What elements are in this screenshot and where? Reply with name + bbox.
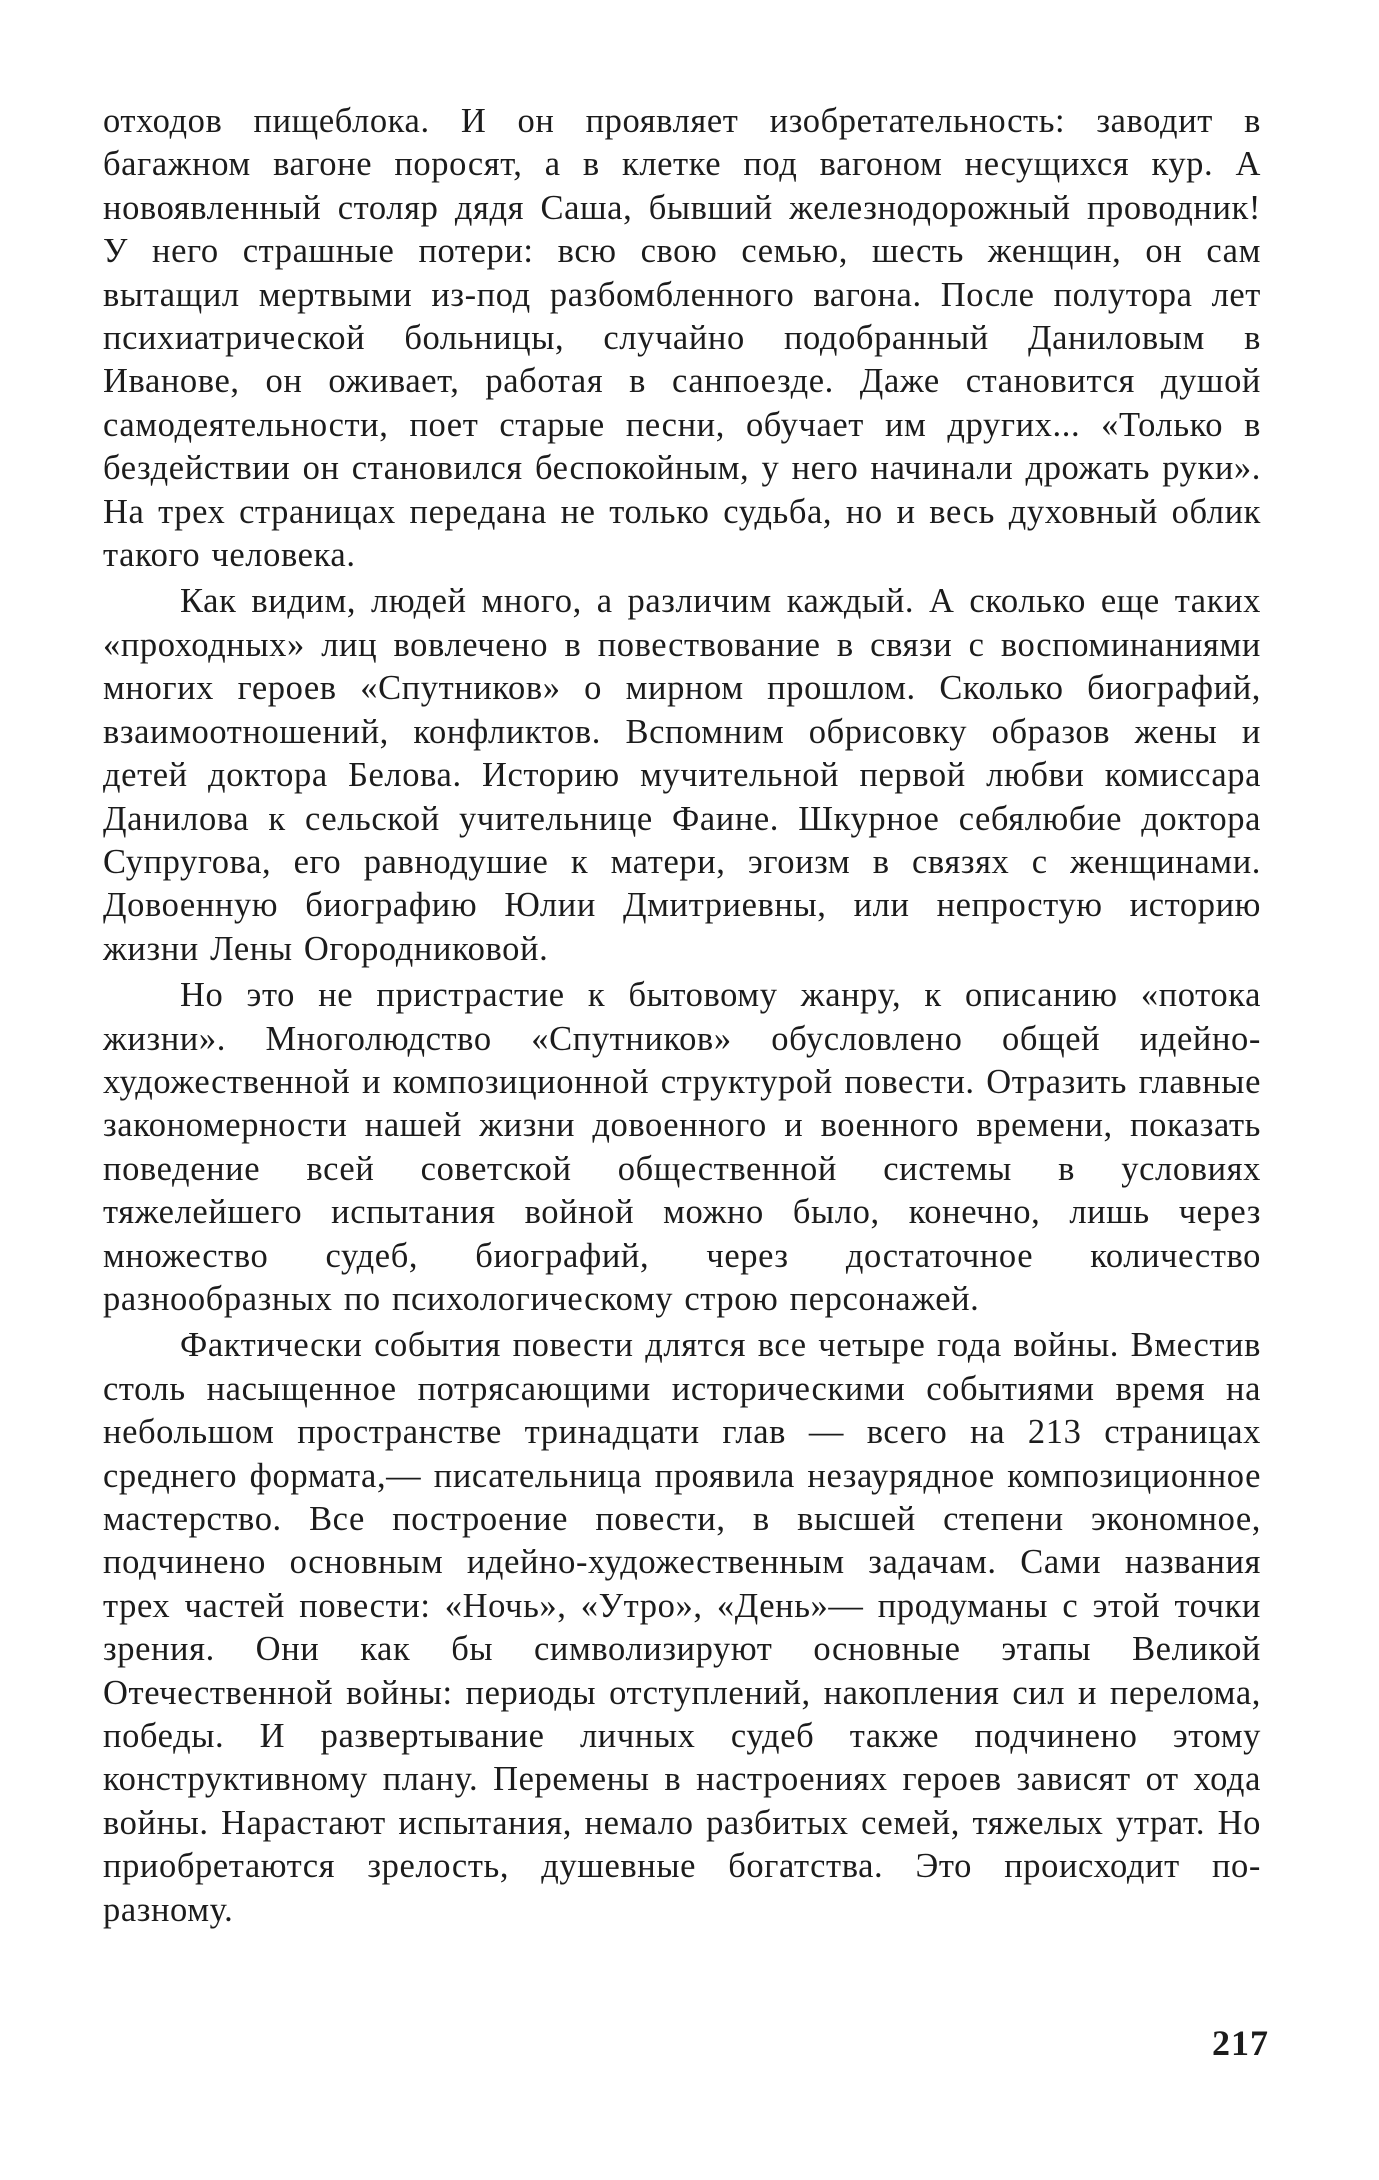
paragraph-2: Как видим, людей много, а различим каждый. А сколько еще таких «проходных» лиц вовлечено в повествование в связи с воспоминаниями многих героев «Спутников» о мирном прошлом. Сколько биографий, взаимоотношений, конфликтов. Вспомним обрисовку образов жены и детей доктора Белова. Историю мучительной первой любви комиссара Данилова к сельской учительнице Фаине. Шкурное себялюбие доктора Супругова, его равнодушие к матери, эгоизм в связях с женщинами. Довоенную биографию Юлии Дмитриевны, или непростую историю жизни Лены Огородниковой. [103, 582, 1261, 968]
paragraph-4: Фактически события повести длятся все четыре года войны. Вместив столь насыщенное потрясающими историческими событиями время на небольшом пространстве тринадцати глав — всего на 213 страницах среднего формата,— писательница проявила незаурядное композиционное мастерство. Все построение повести, в высшей степени экономное, подчинено основным идейно-художественным задачам. Сами названия трех частей повести: «Ночь», «Утро», «День»— продуманы с этой точки зрения. Они как бы символизируют основные этапы Великой Отечественной войны: периоды отступлений, накопления сил и перелома, победы. И развертывание личных судеб также подчинено этому конструктивному плану. Перемены в настроениях героев зависят от хода войны. Нарастают испытания, немало разбитых семей, тяжелых утрат. Но приобретаются зрелость, душевные богатства. Это происходит по-разному. [103, 1326, 1261, 1929]
paragraph-3: Но это не пристрастие к бытовому жанру, к описанию «потока жизни». Многолюдство «Спутников» обусловлено общей идейно-художественной и композиционной структурой повести. Отразить главные закономерности нашей жизни довоенного и военного времени, показать поведение всей советской общественной системы в условиях тяжелейшего испытания войной можно было, конечно, лишь через множество судеб, биографий, через достаточное количество разнообразных по психологическому строю персонажей. [103, 976, 1261, 1318]
body-text [103, 100, 1261, 1932]
paragraph-1: отходов пищеблока. И он проявляет изобретательность: заводит в багажном вагоне поросят, а в клетке под вагоном несущихся кур. А новоявленный столяр дядя Саша, бывший железнодорожный проводник! У него страшные потери: всю свою семью, шесть женщин, он сам вытащил мертвыми из-под разбомбленного вагона. После полутора лет психиатрической больницы, случайно подобранный Даниловым в Иванове, он оживает, работая в санпоезде. Даже становится душой самодеятельности, поет старые песни, обучает им других... «Только в бездействии он становился беспокойным, у него начинали дрожать руки». На трех страницах передана не только судьба, но и весь духовный облик такого человека. [103, 102, 1261, 575]
page-number: 217 [1212, 2023, 1269, 2063]
